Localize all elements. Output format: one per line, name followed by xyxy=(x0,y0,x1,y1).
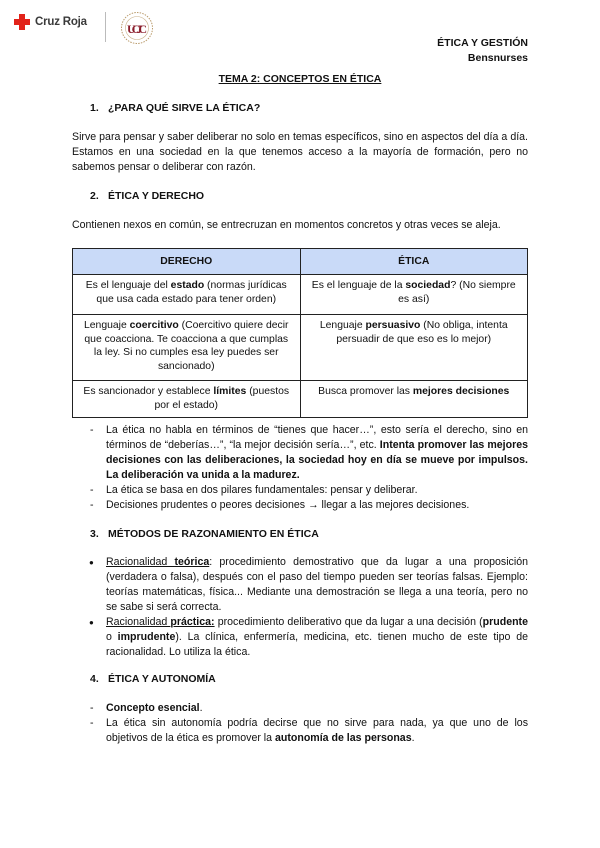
comparison-table xyxy=(72,248,528,418)
column-header: ÉTICA xyxy=(300,249,528,275)
document-header xyxy=(437,36,528,66)
list-item: - Decisiones prudentes o peores decisiones → llegar a las mejores decisiones. xyxy=(90,498,528,513)
column-header: DERECHO xyxy=(73,249,301,275)
doc-title: TEMA 2: CONCEPTOS EN ÉTICA xyxy=(218,73,382,85)
cruz-roja-logo xyxy=(14,14,87,30)
section-2-heading: 2. ÉTICA Y DERECHO xyxy=(90,190,205,202)
table-cell: Es el lenguaje de la sociedad? (No siempre es así) xyxy=(300,275,528,315)
section-4-heading: 4. ÉTICA Y AUTONOMÍA xyxy=(90,673,216,685)
section-title: MÉTODOS DE RAZONAMIENTO EN ÉTICA xyxy=(108,528,319,540)
red-cross-icon xyxy=(14,14,30,30)
seal-monogram: UCJC xyxy=(127,22,147,36)
logo-divider xyxy=(105,12,106,42)
section-1-body: Sirve para pensar y saber deliberar no solo en temas específicos, sino en aspectos del día a día. Estamos en una sociedad en la que tenemos acceso a la mayoría de formación, pero no sabemos pensar o deliberar con razón. xyxy=(72,131,528,174)
section-3-list xyxy=(90,555,528,660)
table-cell: Es el lenguaje del estado (normas jurídicas que usa cada estado para tener orden) xyxy=(73,275,301,315)
section-2-list xyxy=(90,423,528,513)
university-seal-icon xyxy=(120,11,154,45)
table-row xyxy=(73,381,528,418)
brand-name: Bensnurses xyxy=(467,52,528,65)
list-item: ● Racionalidad práctica: procedimiento deliberativo que da lugar a una decisión (prudente o imprudente). La clínica, enfermería, medicina, etc. tienen mucho de este tipo de racionalidad. Lo utiliza la ética. xyxy=(90,615,528,660)
table-row xyxy=(73,315,528,381)
table-cell: Busca promover las mejores decisiones xyxy=(300,381,528,418)
table-cell: Es sancionador y establece límites (puestos por el estado) xyxy=(73,381,301,418)
section-title: ÉTICA Y DERECHO xyxy=(108,190,205,202)
section-1-heading: 1. ¿PARA QUÉ SIRVE LA ÉTICA? xyxy=(90,102,261,114)
table-header-row xyxy=(73,249,528,275)
list-item: - La ética no habla en términos de “tienes que hacer…”, esto sería el derecho, sino en términos de “deberías…”, “la mejor decisión sería…”, etc. Intenta promover las mejores decisiones con las deliberaciones, la sociedad hoy en día se mueve por impulsos. La deliberación va unida a la madurez. xyxy=(90,423,528,483)
section-title: ÉTICA Y AUTONOMÍA xyxy=(108,673,216,685)
section-title: ¿PARA QUÉ SIRVE LA ÉTICA? xyxy=(108,102,261,114)
list-item: - Concepto esencial. xyxy=(90,701,528,716)
table-row xyxy=(73,275,528,315)
list-item: - La ética sin autonomía podría decirse que no sirve para nada, ya que uno de los objetivos de la ética es promover la autonomía de las personas. xyxy=(90,716,528,746)
subject-title: ÉTICA Y GESTIÓN xyxy=(437,37,528,49)
section-4-list xyxy=(90,701,528,746)
section-2-intro: Contienen nexos en común, se entrecruzan en momentos concretos y otras veces se aleja. xyxy=(72,219,501,231)
org-name: Cruz Roja xyxy=(35,16,87,28)
list-item: - La ética se basa en dos pilares fundamentales: pensar y deliberar. xyxy=(90,483,528,498)
list-item: ● Racionalidad teórica: procedimiento demostrativo que da lugar a una proposición (verdadera o falsa), después con el paso del tiempo pueden ser teorías falsas. Ejemplo: teorías matemáticas, física... Mediante una demostración se llega a una teoría, pero no se sabe si será correcta. xyxy=(90,555,528,615)
section-3-heading: 3. MÉTODOS DE RAZONAMIENTO EN ÉTICA xyxy=(90,528,319,540)
table-cell: Lenguaje persuasivo (No obliga, intenta persuadir de que eso es lo mejor) xyxy=(300,315,528,381)
table-cell: Lenguaje coercitivo (Coercitivo quiere decir que coacciona. Te coacciona a que cumplas la ley. Si no cumples esa ley puedes ser sancionado) xyxy=(73,315,301,381)
